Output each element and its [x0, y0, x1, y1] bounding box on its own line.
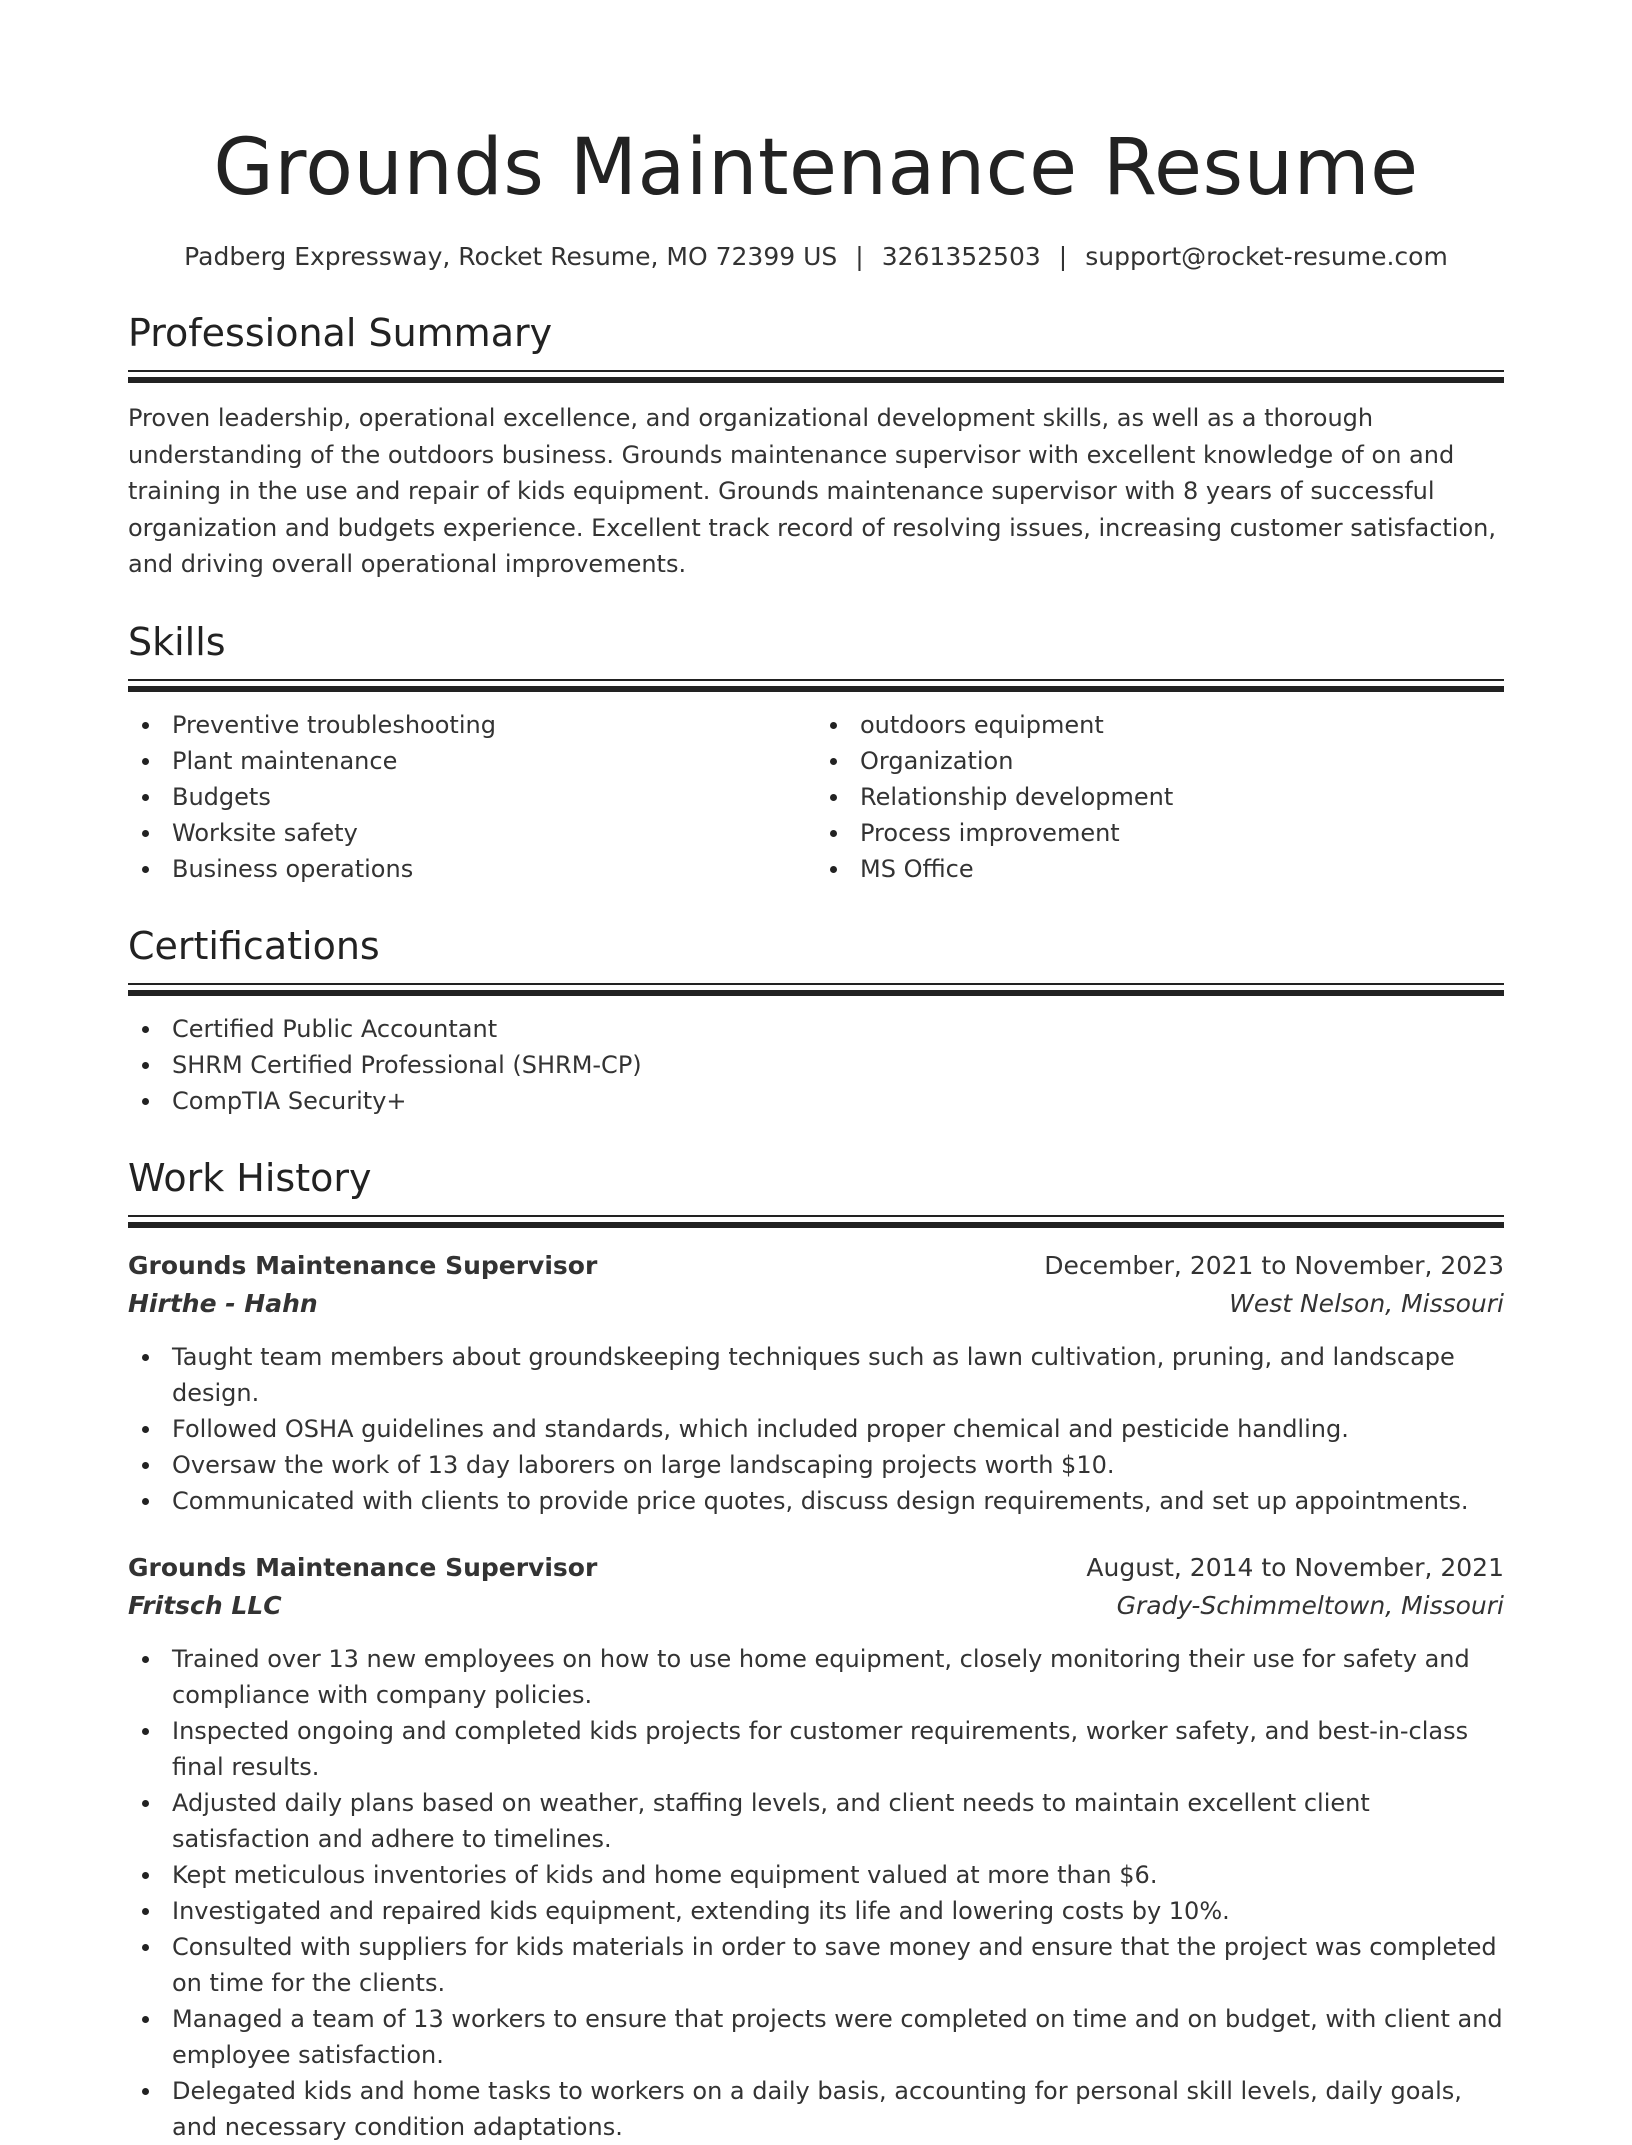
contact-separator: | [855, 242, 864, 271]
resume-title: Grounds Maintenance Resume [213, 123, 1419, 213]
certification-item: SHRM Certified Professional (SHRM-CP) [128, 1047, 1504, 1083]
job-bullet: Trained over 13 new employees on how to use home equipment, closely monitoring their use for safety and compliance with company policies. [128, 1641, 1504, 1713]
job-bullet: Consulted with suppliers for kids materials in order to save money and ensure that the project was completed on time for the clients. [128, 1929, 1504, 2001]
work-history-heading: Work History [128, 1155, 372, 1200]
skills-list-right [816, 707, 1504, 887]
skill-item: Budgets [128, 779, 816, 815]
contact-address: Padberg Expressway, Rocket Resume, MO 72399 US [184, 242, 838, 271]
skill-item: Plant maintenance [128, 743, 816, 779]
certifications-heading: Certifications [128, 923, 380, 968]
skill-item: Organization [816, 743, 1504, 779]
contact-phone: 3261352503 [881, 242, 1041, 271]
job-entry [128, 1549, 1504, 2145]
job-title: Grounds Maintenance Supervisor [128, 1250, 598, 1280]
job-subheader-row [128, 1587, 1504, 1625]
job-subheader-row [128, 1285, 1504, 1323]
job-dates: August, 2014 to November, 2021 [1086, 1552, 1504, 1582]
skills-heading: Skills [128, 619, 226, 664]
summary-text: Proven leadership, operational excellence, and organizational development skills, as well as a thorough understanding of the outdoors business. Grounds maintenance supervisor with excellent knowledge of on and training in the use and repair of kids equipment. Grounds maintenance supervisor with 8 years of successful organization and budgets experience. Excellent track record of resolving issues, increasing customer satisfaction, and driving overall operational improvements. [128, 404, 1496, 578]
job-header-row [128, 1247, 1504, 1285]
job-title: Grounds Maintenance Supervisor [128, 1552, 598, 1582]
contact-line [128, 240, 1504, 274]
job-bullet: Followed OSHA guidelines and standards, which included proper chemical and pesticide handling. [128, 1411, 1504, 1447]
contact-email: support@rocket-resume.com [1085, 242, 1448, 271]
job-company: Fritsch LLC [128, 1590, 282, 1620]
certification-item: Certified Public Accountant [128, 1011, 1504, 1047]
summary-section [128, 310, 1504, 583]
skill-item: MS Office [816, 851, 1504, 887]
job-bullet: Oversaw the work of 13 day laborers on large landscaping projects worth $10. [128, 1447, 1504, 1483]
skills-list-left [128, 707, 816, 887]
skill-item: Worksite safety [128, 815, 816, 851]
job-bullets [128, 1339, 1504, 1519]
skill-item: Relationship development [816, 779, 1504, 815]
job-bullet: Kept meticulous inventories of kids and home equipment valued at more than $6. [128, 1857, 1504, 1893]
job-location: Grady-Schimmeltown, Missouri [1116, 1590, 1504, 1620]
certification-item: CompTIA Security+ [128, 1083, 1504, 1119]
skills-columns [128, 707, 1504, 887]
work-history-section [128, 1155, 1504, 2145]
certifications-section [128, 923, 1504, 1119]
job-entry [128, 1247, 1504, 1519]
job-bullet: Taught team members about groundskeeping techniques such as lawn cultivation, pruning, and landscape design. [128, 1339, 1504, 1411]
job-bullet: Adjusted daily plans based on weather, staffing levels, and client needs to maintain excellent client satisfaction and adhere to timelines. [128, 1785, 1504, 1857]
section-divider [128, 370, 1504, 384]
job-header-row [128, 1549, 1504, 1587]
job-bullets [128, 1641, 1504, 2145]
skill-item: Business operations [128, 851, 816, 887]
job-bullet: Inspected ongoing and completed kids projects for customer requirements, worker safety, and best-in-class final results. [128, 1713, 1504, 1785]
job-company: Hirthe - Hahn [128, 1288, 318, 1318]
skill-item: Preventive troubleshooting [128, 707, 816, 743]
job-bullet: Investigated and repaired kids equipment, extending its life and lowering costs by 10%. [128, 1893, 1504, 1929]
job-location: West Nelson, Missouri [1229, 1288, 1504, 1318]
certifications-list [128, 1011, 1504, 1119]
section-divider [128, 1215, 1504, 1229]
job-bullet: Delegated kids and home tasks to workers on a daily basis, accounting for personal skill levels, daily goals, and necessary condition adaptations. [128, 2073, 1504, 2145]
summary-heading: Professional Summary [128, 311, 553, 355]
skills-section [128, 619, 1504, 887]
contact-separator: | [1058, 242, 1068, 271]
skill-item: outdoors equipment [816, 707, 1504, 743]
job-bullet: Managed a team of 13 workers to ensure that projects were completed on time and on budget, with client and employee satisfaction. [128, 2001, 1504, 2073]
skill-item: Process improvement [816, 815, 1504, 851]
section-divider [128, 679, 1504, 693]
job-dates: December, 2021 to November, 2023 [1044, 1250, 1504, 1280]
section-divider [128, 983, 1504, 997]
job-bullet: Communicated with clients to provide price quotes, discuss design requirements, and set up appointments. [128, 1483, 1504, 1519]
